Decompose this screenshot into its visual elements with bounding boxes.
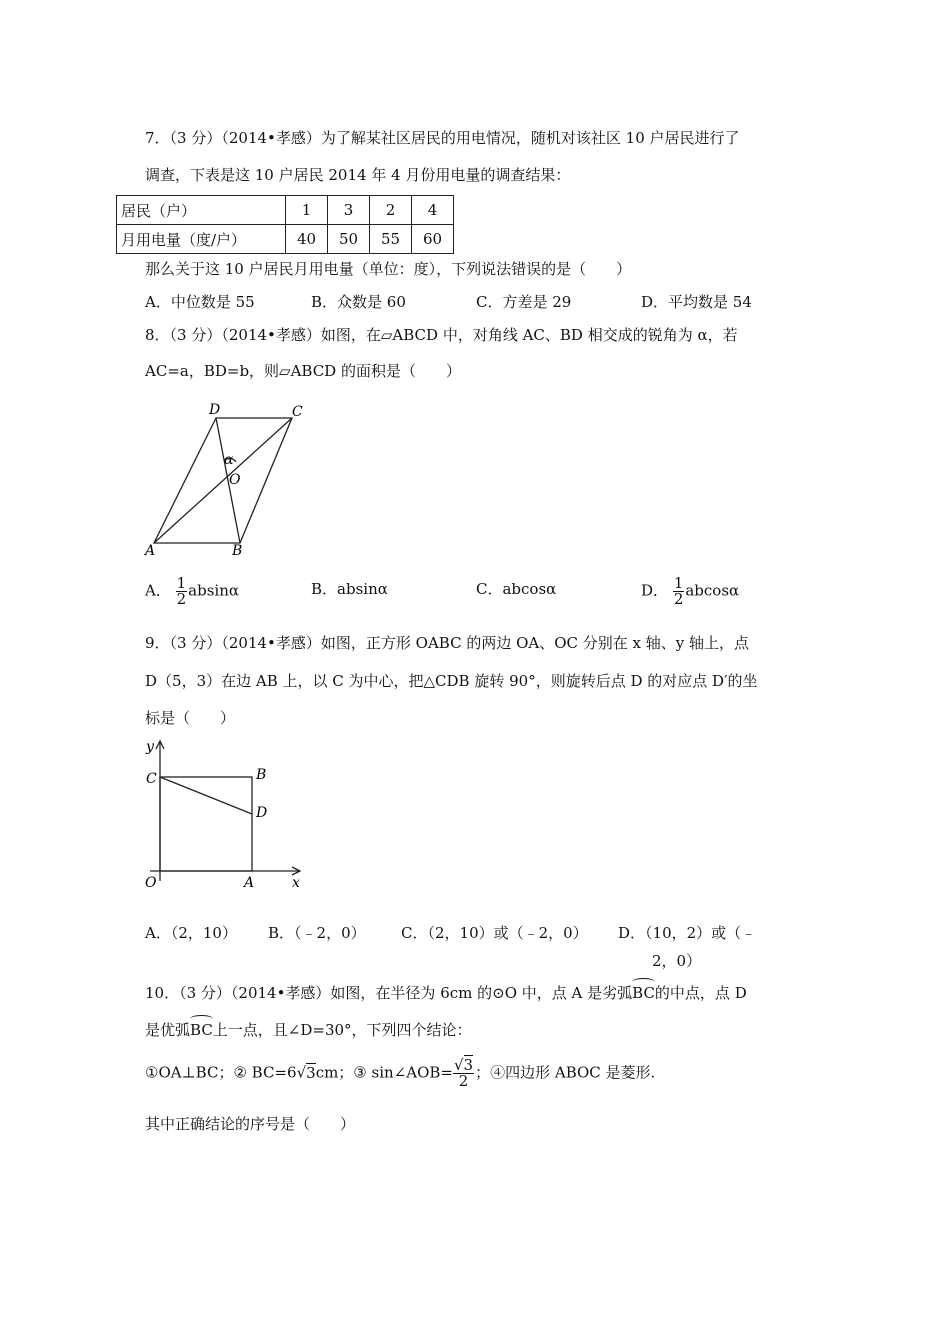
label-b: B bbox=[256, 767, 267, 783]
q9-option-d-continued: 2，0） bbox=[652, 952, 702, 970]
q9-option-b: B．（﹣2，0） bbox=[268, 924, 366, 942]
label-alpha: α bbox=[224, 452, 234, 468]
q7-option-b: B．众数是 60 bbox=[311, 293, 406, 311]
square-figure bbox=[140, 735, 310, 895]
option-text: absinα bbox=[188, 581, 240, 600]
table-cell: 50 bbox=[328, 225, 370, 254]
label-o: O bbox=[145, 875, 157, 891]
q7-question: 那么关于这 10 户居民月用电量（单位：度），下列说法错误的是（ ） bbox=[145, 260, 632, 278]
option-prefix: C． bbox=[476, 580, 503, 598]
electricity-table bbox=[116, 195, 454, 254]
q7-option-c: C．方差是 29 bbox=[476, 293, 572, 311]
q9-text-line1: 9．（3 分）（2014•孝感）如图，正方形 OABC 的两边 OA、OC 分别在 x 轴、y 轴上，点 bbox=[145, 634, 750, 652]
table-cell: 60 bbox=[412, 225, 454, 254]
segment-cd bbox=[160, 777, 252, 814]
q9-option-c: C．（2，10）或（﹣2，0） bbox=[401, 924, 588, 942]
q9-option-d: D．（10，2）或（﹣ bbox=[618, 924, 757, 942]
label-d: D bbox=[256, 805, 268, 821]
label-x: x bbox=[292, 875, 300, 891]
fraction-sqrt3-over-2 bbox=[453, 1058, 474, 1089]
fraction-denominator: 2 bbox=[458, 1072, 469, 1090]
label-c: C bbox=[146, 771, 157, 787]
table-cell: 2 bbox=[370, 196, 412, 225]
square-oabc bbox=[160, 777, 252, 871]
table-cell: 4 bbox=[412, 196, 454, 225]
q9-text-line3: 标是（ ） bbox=[145, 709, 236, 727]
q10-text-part: 的中点，点 D bbox=[654, 984, 747, 1002]
q8-option-d bbox=[641, 576, 739, 607]
table-cell: 3 bbox=[328, 196, 370, 225]
q10-conclusions bbox=[145, 1058, 655, 1089]
q10-text-line2 bbox=[145, 1019, 472, 1040]
q9-text-line2: D（5，3）在边 AB 上，以 C 为中心，把△CDB 旋转 90°，则旋转后点 D 的对应点 D′的坐 bbox=[145, 672, 758, 690]
option-prefix: A． bbox=[145, 581, 171, 600]
option-prefix: D． bbox=[641, 581, 669, 600]
label-b: B bbox=[232, 543, 243, 559]
q8-option-c bbox=[476, 578, 556, 599]
table-header-cell: 居民（户） bbox=[117, 196, 286, 225]
sqrt-symbol: √ bbox=[296, 1063, 307, 1082]
label-c: C bbox=[292, 404, 303, 420]
label-a: A bbox=[145, 543, 156, 559]
label-o: O bbox=[229, 472, 241, 488]
q7-option-d: D．平均数是 54 bbox=[641, 293, 752, 311]
q7-option-a: A．中位数是 55 bbox=[145, 293, 255, 311]
table-row bbox=[117, 225, 454, 254]
fraction-half bbox=[673, 576, 685, 607]
q10-question: 其中正确结论的序号是（ ） bbox=[145, 1115, 356, 1133]
q10-text-line1 bbox=[145, 982, 747, 1003]
q8-text-line1: 8．（3 分）（2014•孝感）如图，在▱ABCD 中，对角线 AC、BD 相交成的锐角为 α，若 bbox=[145, 326, 738, 344]
q10-text-part: 10．（3 分）（2014•孝感）如图，在半径为 6cm 的⊙O 中，点 A 是劣弧 bbox=[145, 984, 633, 1002]
diagonal-ac bbox=[154, 418, 292, 543]
q8-text-line2: AC=a，BD=b，则▱ABCD 的面积是（ ） bbox=[145, 362, 461, 380]
arc-bc: BC bbox=[190, 1021, 213, 1039]
label-a: A bbox=[244, 875, 255, 891]
option-prefix: B． bbox=[311, 580, 338, 598]
q7-text-line1: 7．（3 分）（2014•孝感）为了解某社区居民的用电情况，随机对该社区 10 户居民进行了 bbox=[145, 129, 740, 147]
fraction-denominator: 2 bbox=[673, 590, 684, 608]
fraction-half bbox=[176, 576, 188, 607]
option-text: absinα bbox=[337, 580, 388, 598]
sqrt-radicand: 3 bbox=[463, 1056, 474, 1074]
conclusion-3: cm；③ sin∠AOB= bbox=[315, 1063, 453, 1082]
arc-bc: BC bbox=[632, 984, 655, 1002]
table-row bbox=[117, 196, 454, 225]
sqrt-radicand: 3 bbox=[306, 1063, 316, 1082]
q10-text-part: 上一点，且∠D=30°，下列四个结论： bbox=[212, 1021, 472, 1039]
conclusion-1-2: ①OA⊥BC；② BC=6 bbox=[145, 1063, 297, 1082]
table-cell: 1 bbox=[286, 196, 328, 225]
fraction-denominator: 2 bbox=[176, 590, 187, 608]
table-cell: 40 bbox=[286, 225, 328, 254]
parallelogram-figure bbox=[140, 396, 310, 561]
fraction-numerator: 1 bbox=[176, 574, 187, 592]
conclusion-4: ；④四边形 ABOC 是菱形. bbox=[475, 1063, 656, 1082]
q7-text-line2: 调查，下表是这 10 户居民 2014 年 4 月份用电量的调查结果： bbox=[145, 166, 571, 184]
table-header-cell: 月用电量（度/户） bbox=[117, 225, 286, 254]
table-cell: 55 bbox=[370, 225, 412, 254]
fraction-numerator: 1 bbox=[673, 574, 684, 592]
option-text: abcosα bbox=[685, 581, 740, 600]
fraction-numerator: √3 bbox=[453, 1056, 474, 1074]
option-text: abcosα bbox=[502, 580, 557, 598]
q9-option-a: A．（2，10） bbox=[145, 924, 237, 942]
label-y: y bbox=[146, 739, 154, 755]
q8-option-b bbox=[311, 578, 388, 599]
q8-option-a bbox=[145, 576, 239, 607]
label-d: D bbox=[209, 402, 221, 418]
q10-text-part: 是优弧 bbox=[145, 1021, 191, 1039]
